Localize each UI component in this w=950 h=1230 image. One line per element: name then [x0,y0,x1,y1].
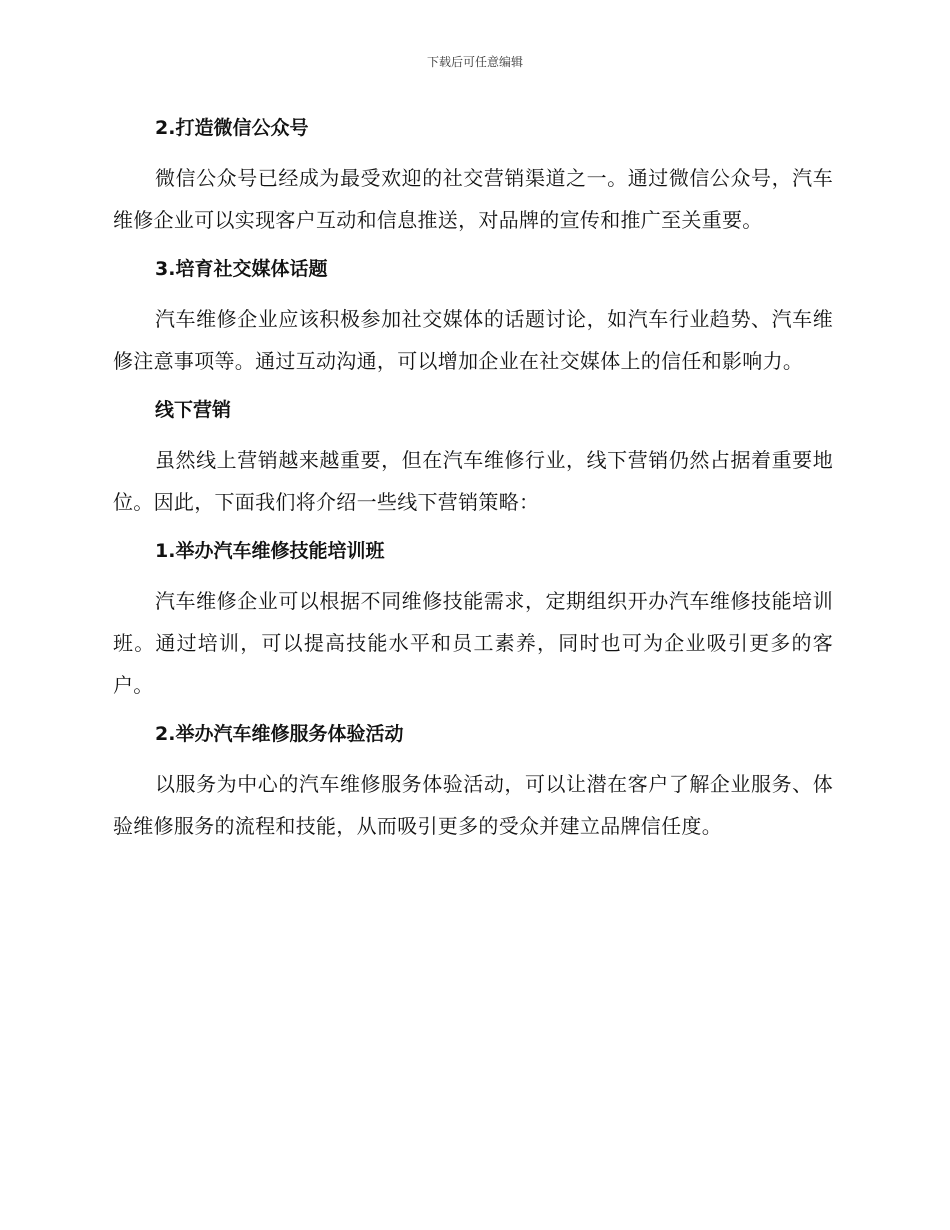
paragraph-wechat: 微信公众号已经成为最受欢迎的社交营销渠道之一。通过微信公众号，汽车维修企业可以实现客户互动和信息推送，对品牌的宣传和推广至关重要。 [113,166,833,232]
section-heading-experience: 2.举办汽车维修服务体验活动 [155,723,404,745]
section-heading-wechat: 2.打造微信公众号 [155,117,309,139]
page-header: 下载后可任意编辑 [426,55,523,69]
section-heading-offline: 线下营销 [155,399,232,421]
paragraph-offline: 虽然线上营销越来越重要，但在汽车维修行业，线下营销仍然占据着重要地位。因此，下面我们将介绍一些线下营销策略： [113,448,833,514]
section-heading-training: 1.举办汽车维修技能培训班 [155,540,385,562]
section-heading-social-topics: 3.培育社交媒体话题 [155,258,328,280]
paragraph-social-topics: 汽车维修企业应该积极参加社交媒体的话题讨论，如汽车行业趋势、汽车维修注意事项等。通过互动沟通，可以增加企业在社交媒体上的信任和影响力。 [113,307,833,373]
document-body [113,108,833,855]
paragraph-experience: 以服务为中心的汽车维修服务体验活动，可以让潜在客户了解企业服务、体验维修服务的流程和技能，从而吸引更多的受众并建立品牌信任度。 [113,772,833,838]
paragraph-training: 汽车维修企业可以根据不同维修技能需求，定期组织开办汽车维修技能培训班。通过培训，可以提高技能水平和员工素养，同时也可为企业吸引更多的客户。 [113,589,833,697]
